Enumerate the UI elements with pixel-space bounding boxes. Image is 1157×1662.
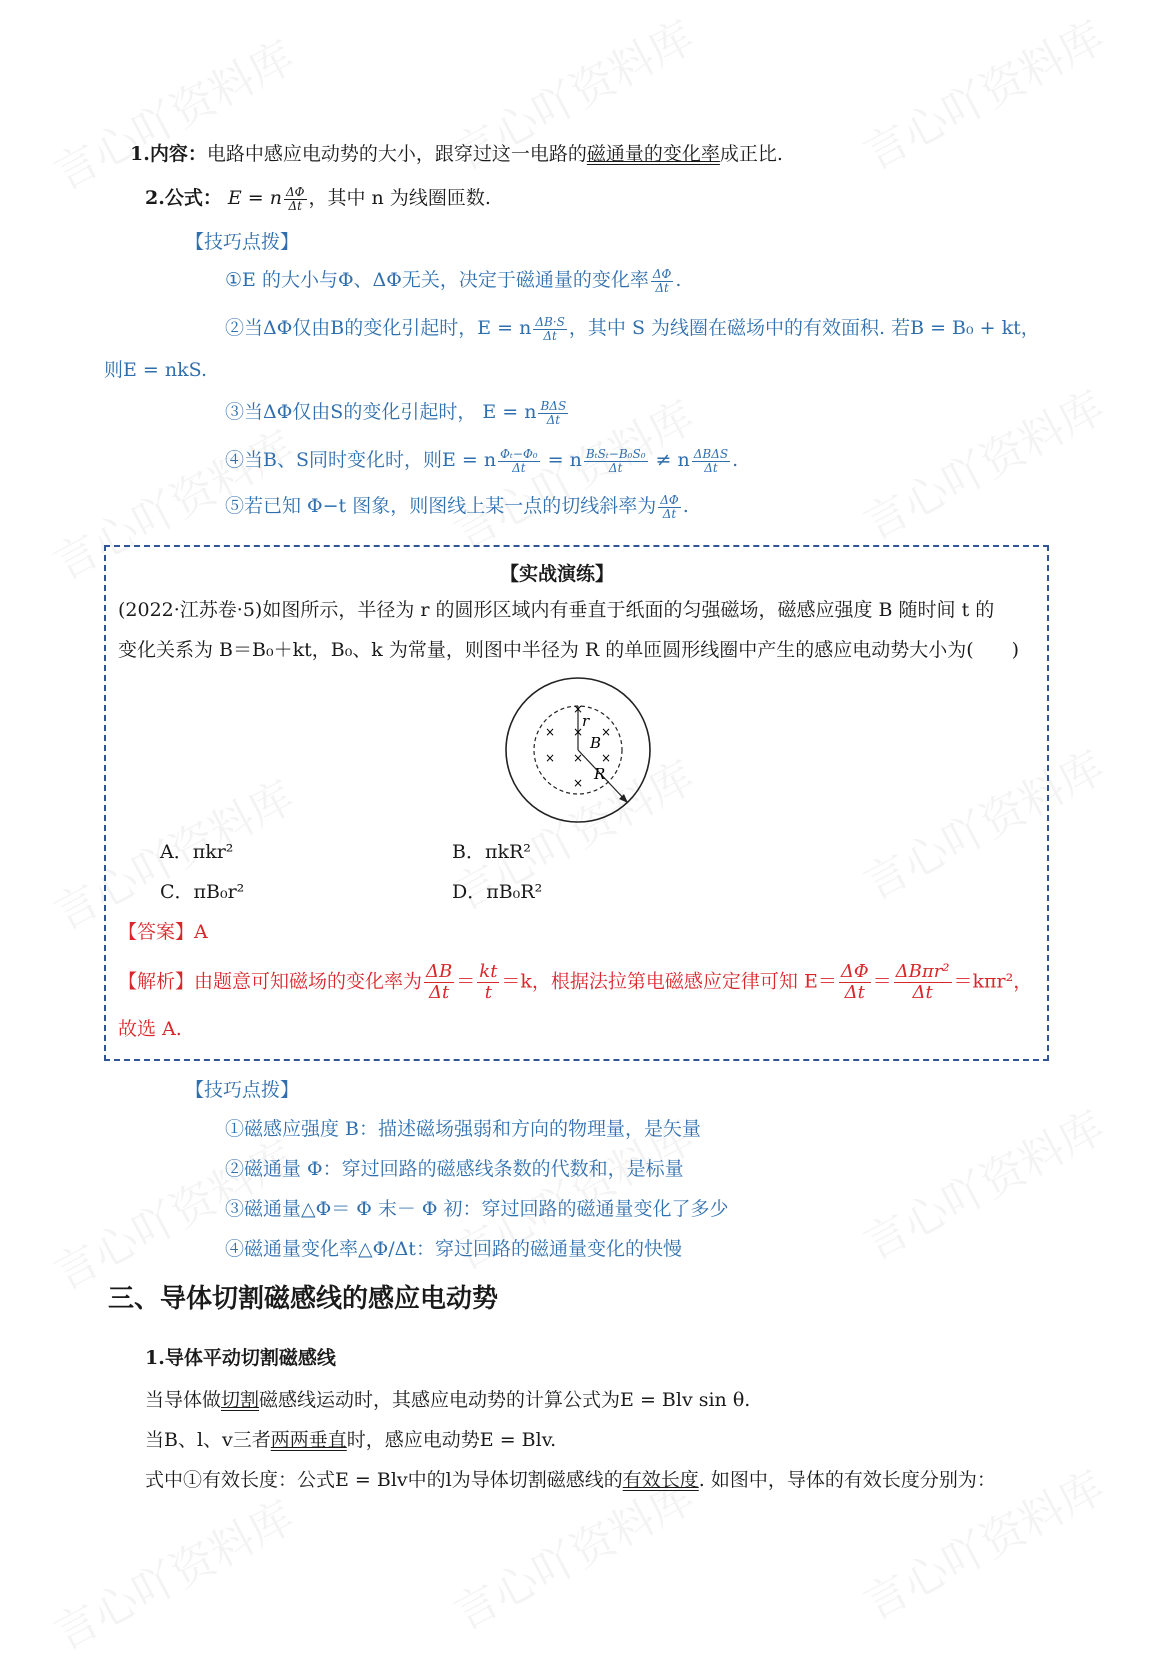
answer-label: 【答案】 xyxy=(118,921,195,943)
formula-line: 2.公式： E = n $\frac{\Delta\Phi}{\Delta t}$ ，其中 n 为线圈匝数. xyxy=(145,184,491,213)
tip2-item: ②磁通量 Φ：穿过回路的磁感线条数的代数和，是标量 xyxy=(225,1158,684,1180)
practice-title: 【实战演练】 xyxy=(500,563,615,585)
option-b[interactable]: B．πkR² xyxy=(452,841,531,863)
field-cross: × xyxy=(601,751,612,765)
field-cross: × xyxy=(573,776,584,790)
subsection-title: 1.导体平动切割磁感线 xyxy=(145,1347,336,1369)
label-B: B xyxy=(590,734,602,752)
sec3-line-2: 当B、l、v三者两两垂直时，感应电动势E = Blv. xyxy=(145,1429,557,1451)
watermark xyxy=(850,1092,1113,1272)
label-r: r xyxy=(582,712,590,730)
tip-4: ④当B、S同时变化时，则E = n $\frac{\text{Φₜ−Φ₀}}{\Delta t}$ = n $\frac{\text{BₜSₜ−B₀S₀}}{\Delta t}$ ≠ n $\frac{\text{ΔBΔS}}{\Delta t}$ . xyxy=(225,446,739,475)
content-label: 1.内容： xyxy=(130,143,207,165)
sec3-line-1: 当导体做切割磁感线运动时，其感应电动势的计算公式为E = Blv sin θ. xyxy=(145,1389,751,1411)
content-line: 1.内容：电路中感应电动势的大小，跟穿过这一电路的磁通量的变化率成正比. xyxy=(130,143,783,165)
analysis-line-1: 【解析】由题意可知磁场的变化率为 $\frac{\Delta B}{\Delta t}$ ＝ $\frac{kt}{t}$ ＝k，根据法拉第电磁感应定律可知 E＝ $\frac{\Delta\Phi}{\Delta t}$ ＝ $\frac{\text{ΔBπr²}}{\Delta t}$ ＝kπr²， xyxy=(118,961,1033,1003)
field-cross: × xyxy=(573,702,584,716)
field-cross: × xyxy=(601,725,612,739)
tip-3: ③当ΔΦ仅由S的变化引起时， E = n $\frac{\text{BΔS}}{\Delta t}$ xyxy=(225,398,567,427)
tip-1: ①E 的大小与Φ、ΔΦ无关，决定于磁通量的变化率 $\frac{\Delta\Phi}{\Delta t}$ . xyxy=(225,266,682,295)
formula-label: 2.公式： xyxy=(145,187,222,209)
tips-title: 【技巧点拨】 xyxy=(185,231,300,253)
analysis-line-2: 故选 A. xyxy=(118,1018,182,1040)
label-R: R xyxy=(594,765,606,783)
tip2-item: ①磁感应强度 B：描述磁场强弱和方向的物理量，是矢量 xyxy=(225,1118,702,1140)
tip-2-continued: 则E = nkS. xyxy=(104,359,207,381)
field-cross: × xyxy=(545,725,556,739)
flux-change-rate: 磁通量的变化率 xyxy=(586,143,720,165)
analysis-label: 【解析】 xyxy=(118,970,195,993)
circle-figure xyxy=(500,673,660,828)
watermark xyxy=(850,372,1113,552)
sec3-line-3: 式中①有效长度：公式E = Blv中的l为导体切割磁感线的有效长度. 如图中，导体的有效长度分别为： xyxy=(145,1469,996,1491)
option-c[interactable]: C．πB₀r² xyxy=(160,881,245,903)
answer-line xyxy=(118,918,208,946)
answer-value: A xyxy=(194,921,208,943)
fraction: $\frac{\Delta\Phi}{\Delta t}$ xyxy=(286,184,305,213)
field-cross: × xyxy=(573,751,584,765)
tip-5: ⑤若已知 Φ−t 图象，则图线上某一点的切线斜率为 $\frac{\Delta\Phi}{\Delta t}$ . xyxy=(225,492,689,521)
option-a[interactable]: A．πkr² xyxy=(160,841,234,863)
tip2-item: ③磁通量△Φ＝ Φ 末－ Φ 初：穿过回路的磁通量变化了多少 xyxy=(225,1198,729,1220)
field-cross: × xyxy=(573,725,584,739)
watermark xyxy=(850,2,1113,182)
question-line-1: (2022·江苏卷·5)如图所示，半径为 r 的圆形区域内有垂直于纸面的匀强磁场，磁感应强度 B 随时间 t 的 xyxy=(118,599,995,621)
tips2-title: 【技巧点拨】 xyxy=(185,1079,300,1101)
watermark xyxy=(40,22,303,202)
field-cross: × xyxy=(545,751,556,765)
section-heading: 三、导体切割磁感线的感应电动势 xyxy=(108,1284,499,1314)
watermark xyxy=(40,1482,303,1662)
question-line-2: 变化关系为 B＝B₀＋kt，B₀、k 为常量，则图中半径为 R 的单匝圆形线圈中产生的感应电动势大小为( ) xyxy=(118,639,1020,661)
option-d[interactable]: D．πB₀R² xyxy=(452,881,543,903)
tip2-item: ④磁通量变化率△Φ/Δt：穿过回路的磁通量变化的快慢 xyxy=(225,1238,682,1260)
tip-2: ②当ΔΦ仅由B的变化引起时，E = n $\frac{\Delta B\cdot S}{\Delta t}$ ，其中 S 为线圈在磁场中的有效面积. 若B = B₀ + kt， xyxy=(225,314,1040,343)
